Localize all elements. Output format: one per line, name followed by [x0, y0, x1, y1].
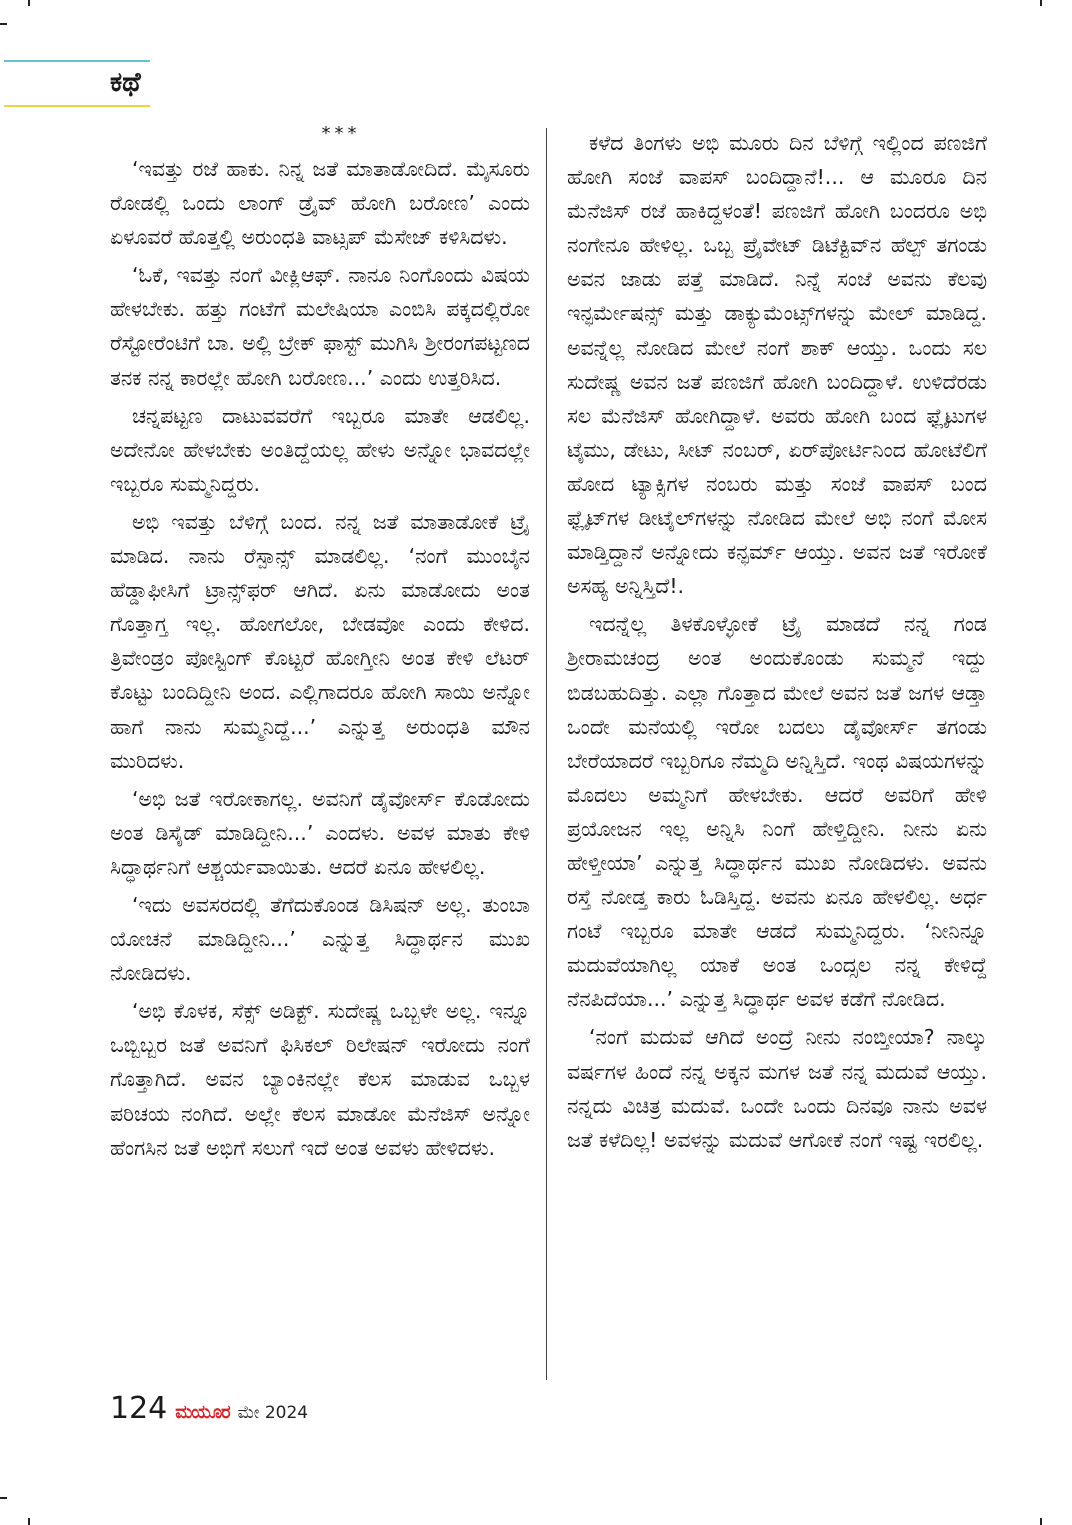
story-paragraph: ‘ಅಭಿ ಕೊಳಕ, ಸೆಕ್ಸ್ ಅಡಿಕ್ಟ್. ಸುದೇಷ್ಣ ಒಬ್ಬಳೇ ಅಲ್ಲ. ಇನ್ನೂ ಒಬ್ಬಿಬ್ಬರ ಜತೆ ಅವನಿಗೆ ಫಿಸಿಕಲ್ ರಿಲೇಷನ್ ಇರೋದು ನಂಗೆ ಗೊತ್ತಾಗಿದೆ. ಅವನ ಬ್ಯಾಂಕಿನಲ್ಲೇ ಕೆಲಸ ಮಾಡುವ ಒಬ್ಬಳ ಪರಿಚಯ ನಂಗಿದೆ. ಅಲ್ಲೇ ಕೆಲಸ ಮಾಡೋ ಮೆನೆಜಿಸ್ ಅನ್ನೋ ಹೆಂಗಸಿನ ಜತೆ ಅಭಿಗೆ ಸಲುಗೆ ಇದೆ ಅಂತ ಅವಳು ಹೇಳಿದಳು.	[110, 999, 530, 1160]
magazine-logo: ಮಯೂರ	[175, 1402, 230, 1423]
story-paragraph: ‘ಅಭಿ ಜತೆ ಇರೋಕಾಗಲ್ಲ. ಅವನಿಗೆ ಡೈವೋರ್ಸ್ ಕೊಡೋದು ಅಂತ ಡಿಸೈಡ್ ಮಾಡಿದ್ದೀನಿ...’ ಎಂದಳು. ಅವಳ ಮಾತು ಕೇಳಿ ಸಿದ್ಧಾರ್ಥನಿಗೆ ಆಶ್ಚರ್ಯವಾಯಿತು. ಆದರೆ ಏನೂ ಹೇಳಲಿಲ್ಲ.	[110, 786, 530, 879]
issue-date: ಮೇ 2024	[237, 1403, 309, 1423]
story-paragraph: ಚನ್ನಪಟ್ಟಣ ದಾಟುವವರೆಗೆ ಇಬ್ಬರೂ ಮಾತೇ ಆಡಲಿಲ್ಲ. ಅದೇನೋ ಹೇಳಬೇಕು ಅಂತಿದ್ದೆಯಲ್ಲ ಹೇಳು ಅನ್ನೋ ಭಾವದಲ್ಲೇ ಇಬ್ಬರೂ ಸುಮ್ಮನಿದ್ದರು.	[110, 403, 530, 496]
crop-mark-bottom-left	[0, 1497, 7, 1499]
crop-mark-top-left	[0, 23, 7, 25]
header-rule-top	[4, 60, 150, 62]
story-paragraph: ಕಳೆದ ತಿಂಗಳು ಅಭಿ ಮೂರು ದಿನ ಬೆಳಿಗ್ಗೆ ಇಲ್ಲಿಂದ ಪಣಜಿಗೆ ಹೋಗಿ ಸಂಜೆ ವಾಪಸ್ ಬಂದಿದ್ದಾನೆ!... ಆ ಮೂರೂ ದಿನ ಮೆನೆಜಿಸ್ ರಜೆ ಹಾಕಿದ್ದಳಂತೆ! ಪಣಜಿಗೆ ಹೋಗಿ ಬಂದರೂ ಅಭಿ ನಂಗೇನೂ ಹೇಳಿಲ್ಲ. ಒಬ್ಬ ಪ್ರೈವೇಟ್ ಡಿಟೆಕ್ಟಿವ್‌ನ ಹೆಲ್ಪ್ ತಗಂಡು ಅವನ ಜಾಡು ಪತ್ತೆ ಮಾಡಿದೆ. ನಿನ್ನೆ ಸಂಜೆ ಅವನು ಕೆಲವು ಇನ್ಫರ್ಮೇಷನ್ಸ್ ಮತ್ತು ಡಾಕ್ಯುಮೆಂಟ್ಸ್‌ಗಳನ್ನು ಮೇಲ್ ಮಾಡಿದ್ದ. ಅವನ್ನೆಲ್ಲ ನೋಡಿದ ಮೇಲೆ ನಂಗೆ ಶಾಕ್ ಆಯ್ತು. ಒಂದು ಸಲ ಸುದೇಷ್ಣ ಅವನ ಜತೆ ಪಣಜಿಗೆ ಹೋಗಿ ಬಂದಿದ್ದಾಳೆ. ಉಳಿದೆರಡು ಸಲ ಮೆನೆಜಿಸ್ ಹೋಗಿದ್ದಾಳೆ. ಅವರು ಹೋಗಿ ಬಂದ ಫ್ಲೈಟುಗಳ ಟೈಮು, ಡೇಟು, ಸೀಟ್ ನಂಬರ್, ಏರ್‌ಪೋರ್ಟಿನಿಂದ ಹೋಟೆಲಿಗೆ ಹೋದ ಟ್ಯಾಕ್ಸಿಗಳ ನಂಬರು ಮತ್ತು ಸಂಜೆ ವಾಪಸ್ ಬಂದ ಫ್ಲೈಟ್‌ಗಳ ಡೀಟೈಲ್‌ಗಳನ್ನು ನೋಡಿದ ಮೇಲೆ ಅಭಿ ನಂಗೆ ಮೋಸ ಮಾಡ್ತಿದ್ದಾನೆ ಅನ್ನೋದು ಕನ್ಫರ್ಮ್ ಆಯ್ತು. ಅವನ ಜತೆ ಇರೋಕೆ ಅಸಹ್ಯ ಅನ್ನಿಸ್ತಿದೆ!.	[567, 131, 987, 599]
story-paragraph: ‘ಇದು ಅವಸರದಲ್ಲಿ ತೆಗೆದುಕೊಂಡ ಡಿಸಿಷನ್ ಅಲ್ಲ. ತುಂಬಾ ಯೋಚನೆ ಮಾಡಿದ್ದೀನಿ...’ ಎನ್ನುತ್ತ ಸಿದ್ಧಾರ್ಥನ ಮುಖ ನೋಡಿದಳು.	[110, 892, 530, 986]
section-title: ಕಥೆ	[110, 67, 141, 98]
crop-mark-top-left-v	[28, 0, 30, 6]
column-divider	[546, 128, 547, 1380]
story-column-left	[110, 120, 530, 1169]
story-paragraph: ಇದನ್ನೆಲ್ಲ ತಿಳಕೊಳ್ಳೋಕೆ ಟ್ರೈ ಮಾಡದೆ ನನ್ನ ಗಂಡ ಶ್ರೀರಾಮಚಂದ್ರ ಅಂತ ಅಂದುಕೊಂಡು ಸುಮ್ಮನೆ ಇದ್ದು ಬಿಡಬಹುದಿತ್ತು. ಎಲ್ಲಾ ಗೊತ್ತಾದ ಮೇಲೆ ಅವನ ಜತೆ ಜಗಳ ಆಡ್ತಾ ಒಂದೇ ಮನೆಯಲ್ಲಿ ಇರೋ ಬದಲು ಡೈವೋರ್ಸ್ ತಗಂಡು ಬೇರೆಯಾದರೆ ಇಬ್ಬರಿಗೂ ನೆಮ್ಮದಿ ಅನ್ನಿಸ್ತಿದೆ. ಇಂಥ ವಿಷಯಗಳನ್ನು ಮೊದಲು ಅಮ್ಮನಿಗೆ ಹೇಳಬೇಕು. ಆದರೆ ಅವರಿಗೆ ಹೇಳಿ ಪ್ರಯೋಜನ ಇಲ್ಲ ಅನ್ನಿಸಿ ನಿಂಗೆ ಹೇಳ್ತಿದ್ದೀನಿ. ನೀನು ಏನು ಹೇಳ್ತೀಯಾ’ ಎನ್ನುತ್ತ ಸಿದ್ಧಾರ್ಥನ ಮುಖ ನೋಡಿದಳು. ಅವನು ರಸ್ತೆ ನೋಡ್ತ ಕಾರು ಓಡಿಸ್ತಿದ್ದ. ಅವನು ಏನೂ ಹೇಳಲಿಲ್ಲ. ಅರ್ಧ ಗಂಟೆ ಇಬ್ಬರೂ ಮಾತೇ ಆಡದೆ ಸುಮ್ಮನಿದ್ದರು. ‘ನೀನಿನ್ನೂ ಮದುವೆಯಾಗಿಲ್ಲ ಯಾಕೆ ಅಂತ ಒಂದ್ಸಲ ನನ್ನ ಕೇಳಿದ್ದೆ ನೆನಪಿದೆಯಾ...’ ಎನ್ನುತ್ತ ಸಿದ್ಧಾರ್ಥ ಅವಳ ಕಡೆಗೆ ನೋಡಿದ.	[567, 612, 987, 1012]
story-column-right	[567, 126, 987, 1161]
page-footer	[110, 1392, 308, 1430]
page-number: 124	[110, 1391, 168, 1426]
crop-mark-top-right-v	[1040, 0, 1042, 6]
story-paragraph: ‘ಓಕೆ, ಇವತ್ತು ನಂಗೆ ವೀಕ್ಲಿಆಫ್. ನಾನೂ ನಿಂಗೊಂದು ವಿಷಯ ಹೇಳಬೇಕು. ಹತ್ತು ಗಂಟೆಗೆ ಮಲೇಷಿಯಾ ಎಂಬಿಸಿ ಪಕ್ಕದಲ್ಲಿರೋ ರೆಸ್ಟೋರೆಂಟಿಗೆ ಬಾ. ಅಲ್ಲಿ ಬ್ರೇಕ್ ಫಾಸ್ಟ್ ಮುಗಿಸಿ ಶ್ರೀರಂಗಪಟ್ಟಣದ ತನಕ ನನ್ನ ಕಾರಲ್ಲೇ ಹೋಗಿ ಬರೋಣ...’ ಎಂದು ಉತ್ತರಿಸಿದ.	[110, 263, 530, 390]
crop-mark-bottom-left-v	[28, 1518, 30, 1525]
section-separator: ***	[321, 123, 361, 144]
story-paragraph: ಅಭಿ ಇವತ್ತು ಬೆಳಿಗ್ಗೆ ಬಂದ. ನನ್ನ ಜತೆ ಮಾತಾಡೋಕೆ ಟ್ರೈ ಮಾಡಿದ. ನಾನು ರೆಸ್ಪಾನ್ಸ್ ಮಾಡಲಿಲ್ಲ. ‘ನಂಗೆ ಮುಂಬೈನ ಹೆಡ್ಡಾಫೀಸಿಗೆ ಟ್ರಾನ್ಸ್‌ಫರ್ ಆಗಿದೆ. ಏನು ಮಾಡೋದು ಅಂತ ಗೊತ್ತಾಗ್ತ ಇಲ್ಲ. ಹೋಗಲೋ, ಬೇಡವೋ ಎಂದು ಕೇಳಿದ. ತ್ರಿವೇಂಡ್ರಂ ಪೋಸ್ಟಿಂಗ್ ಕೊಟ್ಟರೆ ಹೋಗ್ತೀನಿ ಅಂತ ಕೇಳಿ ಲೆಟರ್ ಕೊಟ್ಟು ಬಂದಿದ್ದೀನಿ ಅಂದ. ಎಲ್ಲಿಗಾದರೂ ಹೋಗಿ ಸಾಯಿ ಅನ್ನೋ ಹಾಗೆ ನಾನು ಸುಮ್ಮನಿದ್ದೆ...’ ಎನ್ನುತ್ತ ಅರುಂಧತಿ ಮೌನ ಮುರಿದಳು.	[110, 509, 530, 773]
story-paragraph: ‘ಇವತ್ತು ರಜೆ ಹಾಕು. ನಿನ್ನ ಜತೆ ಮಾತಾಡೋದಿದೆ. ಮೈಸೂರು ರೋಡಲ್ಲಿ ಒಂದು ಲಾಂಗ್ ಡ್ರೈವ್ ಹೋಗಿ ಬರೋಣ’ ಎಂದು ಏಳೂವರೆ ಹೊತ್ತಲ್ಲಿ ಅರುಂಧತಿ ವಾಟ್ಸಪ್ ಮೆಸೇಜ್ ಕಳಿಸಿದಳು.	[110, 157, 530, 250]
crop-mark-bottom-right-v	[1040, 1518, 1042, 1525]
header-rule-bottom	[4, 105, 150, 107]
story-paragraph: ‘ನಂಗೆ ಮದುವೆ ಆಗಿದೆ ಅಂದ್ರೆ ನೀನು ನಂಬ್ತೀಯಾ? ನಾಲ್ಕು ವರ್ಷಗಳ ಹಿಂದೆ ನನ್ನ ಅಕ್ಕನ ಮಗಳ ಜತೆ ನನ್ನ ಮದುವೆ ಆಯ್ತು. ನನ್ನದು ವಿಚಿತ್ರ ಮದುವೆ. ಒಂದೇ ಒಂದು ದಿನವೂ ನಾನು ಅವಳ ಜತೆ ಕಳೆದಿಲ್ಲ! ಅವಳನ್ನು ಮದುವೆ ಆಗೋಕೆ ನಂಗೆ ಇಷ್ಟ ಇರಲಿಲ್ಲ.	[567, 1025, 987, 1152]
